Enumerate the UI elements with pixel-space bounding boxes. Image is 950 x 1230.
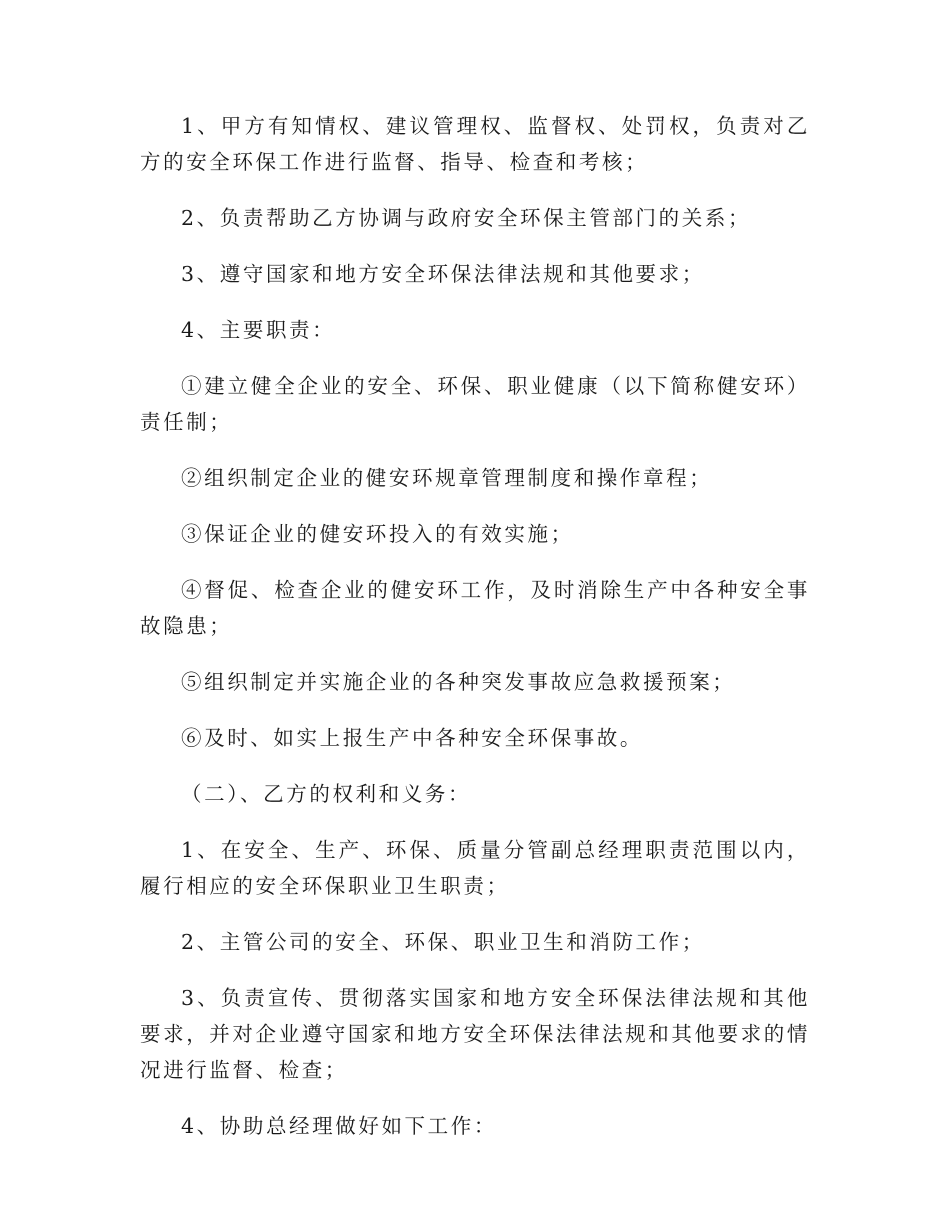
paragraph-9: ⑤组织制定并实施企业的各种突发事故应急救援预案； <box>181 670 736 694</box>
paragraph-4: 4、主要职责： <box>181 318 336 342</box>
paragraph-14: 3、负责宣传、贯彻落实国家和地方安全环保法律法规和其他要求，并对企业遵守国家和地方安全环保法律法规和其他要求的情况进行监督、检查； <box>140 986 810 1082</box>
paragraph-2: 2、负责帮助乙方协调与政府安全环保主管部门的关系； <box>181 206 752 230</box>
paragraph-1: 1、甲方有知情权、建议管理权、监督权、处罚权，负责对乙方的安全环保工作进行监督、指导、检查和考核； <box>140 114 810 174</box>
document-body <box>140 108 810 1164</box>
paragraph-6: ②组织制定企业的健安环规章管理制度和操作章程； <box>181 466 713 490</box>
paragraph-13: 2、主管公司的安全、环保、职业卫生和消防工作； <box>181 930 705 954</box>
paragraph-8: ④督促、检查企业的健安环工作，及时消除生产中各种安全事故隐患； <box>140 578 810 638</box>
paragraph-5: ①建立健全企业的安全、环保、职业健康（以下简称健安环）责任制； <box>140 374 810 434</box>
paragraph-3: 3、遵守国家和地方安全环保法律法规和其他要求； <box>181 262 705 286</box>
paragraph-15: 4、协助总经理做好如下工作： <box>181 1114 497 1138</box>
section-heading-party-b: （二）、乙方的权利和义务： <box>181 782 472 806</box>
paragraph-7: ③保证企业的健安环投入的有效实施； <box>181 522 574 546</box>
paragraph-12: 1、在安全、生产、环保、质量分管副总经理职责范围以内，履行相应的安全环保职业卫生职责； <box>140 838 810 898</box>
paragraph-10: ⑥及时、如实上报生产中各种安全环保事故。 <box>181 726 643 750</box>
